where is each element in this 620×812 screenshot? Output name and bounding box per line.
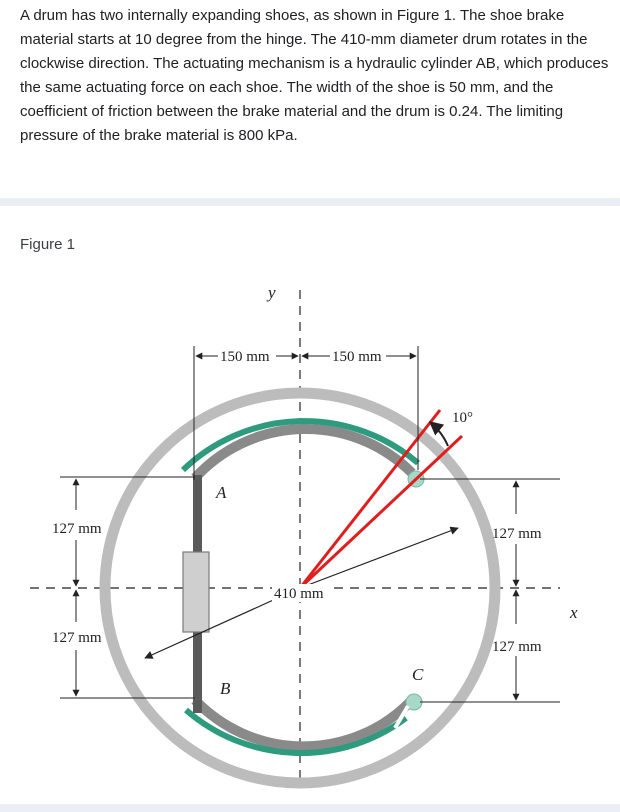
point-a-label: A <box>216 483 227 502</box>
dim-left-150: 150 mm <box>220 349 270 365</box>
dim-right-upper-127: 127 mm <box>492 526 542 542</box>
section-divider <box>0 198 620 206</box>
problem-statement: A drum has two internally expanding shoes, as shown in Figure 1. The shoe brake material starts at 10 degree from the hinge. The 410-mm diameter drum rotates in the clockwise direction. The actuating mechanism is a hydraulic cylinder AB, which produces the same actuating force on each shoe. The width of the shoe is 50 mm, and the coefficient of friction between the brake material and the drum is 0.24. The limiting pressure of the brake material is 800 kPa. <box>20 7 609 144</box>
dim-left-lower-127: 127 mm <box>52 630 102 646</box>
diameter-label: 410 mm <box>274 586 324 602</box>
dim-left-upper-127: 127 mm <box>52 521 102 537</box>
point-b-label: B <box>220 679 231 698</box>
point-c-label: C <box>412 665 424 684</box>
figure-1 <box>0 270 620 804</box>
angle-line-shoe-start <box>300 436 462 588</box>
hydraulic-cylinder <box>183 552 209 632</box>
section-divider-bottom <box>0 804 620 812</box>
dim-right-150: 150 mm <box>332 349 382 365</box>
figure-caption: Figure 1 <box>20 236 76 253</box>
y-axis-label: y <box>268 283 276 302</box>
angle-label: 10° <box>452 410 473 426</box>
drum-brake-diagram <box>0 270 620 804</box>
dim-right-lower-127: 127 mm <box>492 639 542 655</box>
x-axis-label: x <box>570 603 578 622</box>
